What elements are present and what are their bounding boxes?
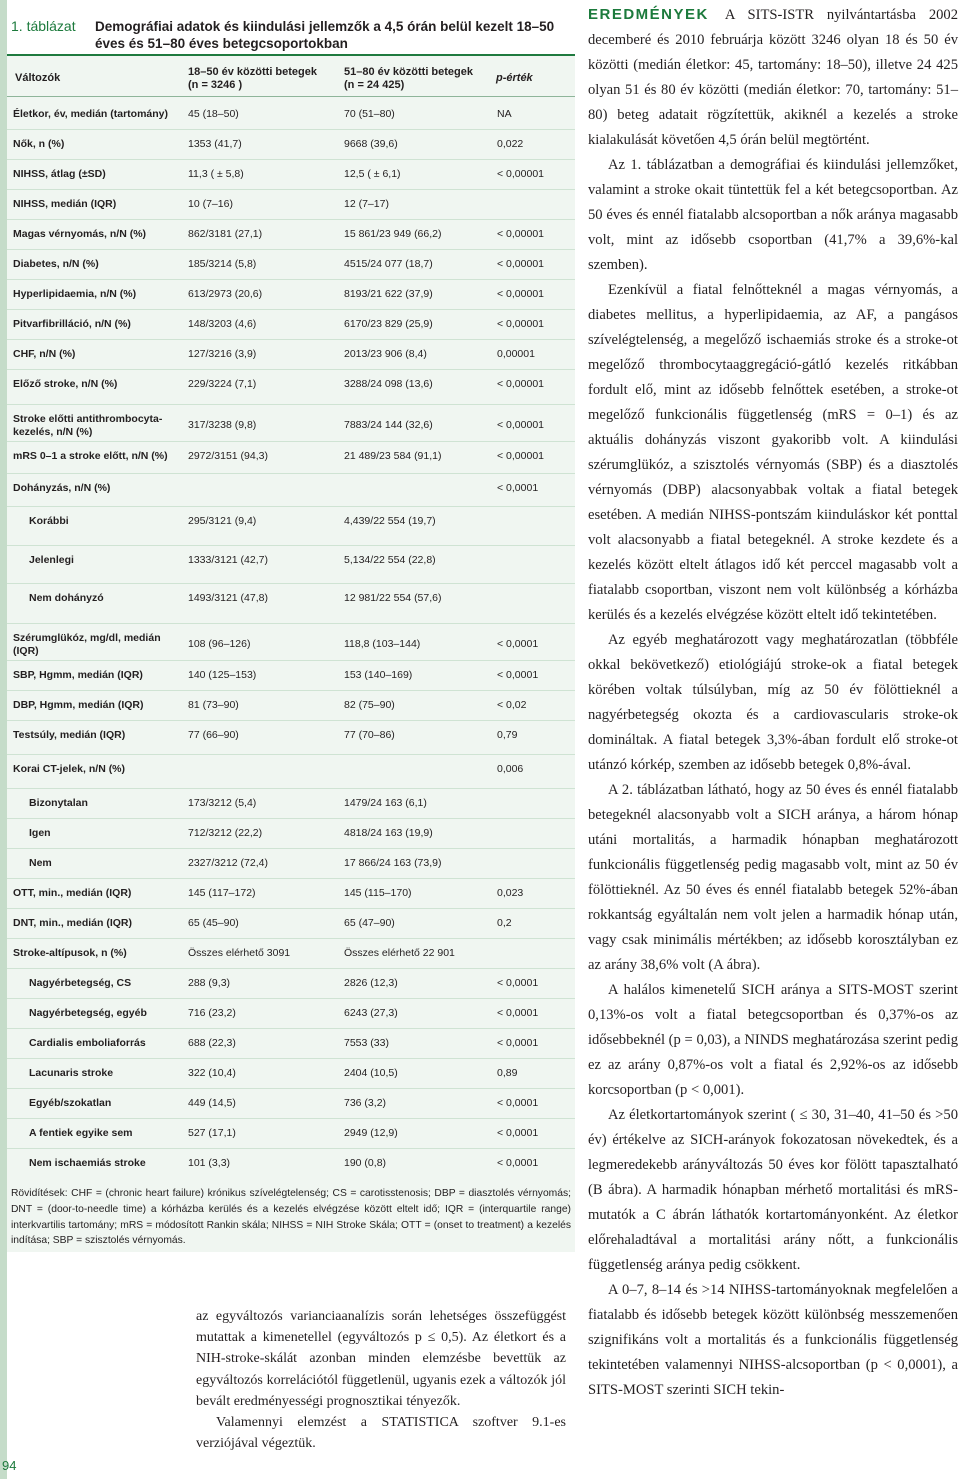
cell-young: 229/3224 (7,1): [188, 378, 257, 390]
section-heading: EREDMÉNYEK: [588, 6, 709, 23]
cell-variable: Szérumglükóz, mg/dl, medián (IQR): [13, 632, 161, 657]
methods-paragraph: az egyváltozós varianciaanalízis során lehetséges összefüggést mutattak a kimenetellel (egyváltozós p ≤ 0,5). Az életkort és a NIH-stroke-skálát azonban minden elemzésbe bevettük az egyváltozós korrelációtól függetlenül, ugyanis ezek a változók jól bevált eredményességi prognosztikai tényezők.: [196, 1309, 566, 1409]
cell-young: 1493/3121 (47,8): [188, 592, 268, 604]
column-header-old-line1: 51–80 év közötti betegek: [344, 66, 474, 78]
cell-variable: Pitvarfibrilláció, n/N (%): [13, 318, 131, 330]
cell-pvalue: 0,2: [497, 917, 512, 929]
cell-variable: DNT, min., medián (IQR): [13, 917, 133, 929]
cell-old: 5,134/22 554 (22,8): [344, 554, 436, 566]
cell-variable: Bizonytalan: [29, 797, 88, 809]
cell-variable: NIHSS, átlag (±SD): [13, 168, 106, 180]
cell-pvalue: < 0,0001: [497, 482, 539, 494]
cell-variable: NIHSS, medián (IQR): [13, 198, 117, 210]
cell-variable: Diabetes, n/N (%): [13, 258, 99, 270]
row-divider: [7, 339, 575, 340]
cell-pvalue: < 0,00001: [497, 378, 545, 390]
cell-young: 613/2973 (20,6): [188, 288, 263, 300]
header-divider: [7, 96, 575, 97]
cell-young: 712/3212 (22,2): [188, 827, 263, 839]
column-header-old: [344, 66, 473, 92]
cell-pvalue: < 0,00001: [497, 450, 545, 462]
cell-young: 127/3216 (3,9): [188, 348, 257, 360]
row-divider: [7, 968, 575, 969]
cell-pvalue: < 0,0001: [497, 638, 539, 650]
cell-pvalue: < 0,00001: [497, 288, 545, 300]
cell-pvalue: < 0,0001: [497, 1127, 539, 1139]
cell-old: 4,439/22 554 (19,7): [344, 515, 436, 527]
results-paragraph: [588, 2, 958, 153]
cell-old: 12 981/22 554 (57,6): [344, 592, 442, 604]
cell-variable: A fentiek egyike sem: [29, 1127, 133, 1139]
cell-old: 6243 (27,3): [344, 1007, 398, 1019]
row-divider: [7, 1148, 575, 1149]
cell-young: 140 (125–153): [188, 669, 257, 681]
cell-pvalue: < 0,0001: [497, 1007, 539, 1019]
cell-young: 2327/3212 (72,4): [188, 857, 268, 869]
row-divider: [7, 583, 575, 584]
row-divider: [7, 908, 575, 909]
cell-old: 1479/24 163 (6,1): [344, 797, 427, 809]
cell-old: 190 (0,8): [344, 1157, 387, 1169]
cell-old: 4515/24 077 (18,7): [344, 258, 433, 270]
cell-young: 449 (14,5): [188, 1097, 236, 1109]
cell-variable: Egyéb/szokatlan: [29, 1097, 112, 1109]
cell-variable: Igen: [29, 827, 51, 839]
row-divider: [7, 219, 575, 220]
cell-variable: Nagyérbetegség, CS: [29, 977, 132, 989]
row-divider: [7, 660, 575, 661]
row-divider: [7, 720, 575, 721]
cell-old: 8193/21 622 (37,9): [344, 288, 433, 300]
cell-young: 45 (18–50): [188, 108, 239, 120]
cell-variable: Korai CT-jelek, n/N (%): [13, 763, 126, 775]
cell-young: 101 (3,3): [188, 1157, 231, 1169]
row-divider: [7, 1058, 575, 1059]
row-divider: [7, 441, 575, 442]
cell-young: 185/3214 (5,8): [188, 258, 257, 270]
row-divider: [7, 279, 575, 280]
cell-variable: SBP, Hgmm, medián (IQR): [13, 669, 143, 681]
row-divider: [7, 369, 575, 370]
page-number: 94: [2, 1458, 17, 1473]
cell-pvalue: 0,022: [497, 138, 524, 150]
row-divider: [7, 159, 575, 160]
cell-young: 145 (117–172): [188, 887, 256, 899]
cell-variable: Cardialis emboliaforrás: [29, 1037, 146, 1049]
row-divider: [7, 938, 575, 939]
cell-pvalue: 0,006: [497, 763, 524, 775]
row-divider: [7, 506, 575, 507]
row-divider: [7, 754, 575, 755]
cell-old: 65 (47–90): [344, 917, 395, 929]
results-paragraph: Az életkortartományok szerint ( ≤ 30, 31–40, 41–50 és >50 év) értékelve az SICH-arányok fokozatosan növekedtek, és a legmeredekebb arányváltozás 50 éves kor fölött tapasztalható (B ábra). A harmadik hónapban mérhető mortalitási és mRS-mutatók a C ábrán láthatók kortartományonként. Az életkor előrehaladtával a mortalitási arány nőtt, a funkcionális függetlenség aránya pedig csökkent.: [588, 1107, 958, 1273]
cell-variable: Lacunaris stroke: [29, 1067, 114, 1079]
row-divider: [7, 788, 575, 789]
cell-young: 2972/3151 (94,3): [188, 450, 268, 462]
table-footnote: Rövidítések: CHF = (chronic heart failure) krónikus szívelégtelenség; CS = carotisstenosis; DBP = diasztolés vérnyomás; DNT = (door-to-needle time) a kórházba kerülés és a kezelés elvégzése között eltelt idő; IQR = (interquartile range) interkvartilis tartomány; mRS = módosított Rankin skála; NIHSS = NIH Stroke Skála; OTT = (onset to treatment) a kezelés indítása; SBP = szisztolés vérnyomás.: [11, 1188, 571, 1247]
cell-variable: Előző stroke, n/N (%): [13, 378, 118, 390]
cell-old: 145 (115–170): [344, 887, 412, 899]
cell-pvalue: 0,89: [497, 1067, 518, 1079]
cell-variable: Stroke előtti antithrombocyta-kezelés, n/N (%): [13, 413, 163, 438]
cell-variable: Magas vérnyomás, n/N (%): [13, 228, 147, 240]
cell-pvalue: 0,00001: [497, 348, 535, 360]
cell-young: 81 (73–90): [188, 699, 239, 711]
cell-young: 1353 (41,7): [188, 138, 242, 150]
row-divider: [7, 404, 575, 405]
cell-pvalue: < 0,00001: [497, 168, 545, 180]
row-divider: [7, 1088, 575, 1089]
column-header-variable: Változók: [15, 72, 61, 84]
row-divider: [7, 690, 575, 691]
cell-old: 7883/24 144 (32,6): [344, 419, 433, 431]
row-divider: [7, 1028, 575, 1029]
results-paragraph-text: A SITS-ISTR nyilvántartásba 2002 decemberé és 2010 februárja között 3246 olyan 18 és 50 év közötti (medián életkor: 45, tartomány: 18–50), illetve 24 425 olyan 51 és 80 év közötti (medián életkor: 70, tartomány: 51–80) beteg adatait rögzítettük, akiknél a kezelés a stroke kialakulását követően 4,5 órán belül megtörtént.: [588, 7, 959, 148]
cell-old: 6170/23 829 (25,9): [344, 318, 433, 330]
cell-old: 9668 (39,6): [344, 138, 398, 150]
cell-variable: CHF, n/N (%): [13, 348, 76, 360]
table-header-band: [7, 0, 575, 56]
column-header-young: [188, 66, 317, 92]
cell-pvalue: < 0,0001: [497, 1157, 539, 1169]
cell-young: 862/3181 (27,1): [188, 228, 263, 240]
cell-young: 295/3121 (9,4): [188, 515, 257, 527]
cell-variable: Nem dohányzó: [29, 592, 104, 604]
column-header-young-line2: (n = 3246 ): [188, 79, 243, 91]
cell-young: 10 (7–16): [188, 198, 233, 210]
row-divider: [7, 189, 575, 190]
cell-pvalue: NA: [497, 108, 512, 120]
column-header-old-line2: (n = 24 425): [344, 79, 405, 91]
cell-young: 288 (9,3): [188, 977, 231, 989]
cell-variable: DBP, Hgmm, medián (IQR): [13, 699, 144, 711]
row-divider: [7, 848, 575, 849]
cell-variable: Testsúly, medián (IQR): [13, 729, 126, 741]
cell-old: 82 (75–90): [344, 699, 395, 711]
cell-variable: Stroke-altípusok, n (%): [13, 947, 127, 959]
row-divider: [7, 1118, 575, 1119]
cell-variable: OTT, min., medián (IQR): [13, 887, 132, 899]
cell-variable: Dohányzás, n/N (%): [13, 482, 111, 494]
cell-pvalue: < 0,0001: [497, 669, 539, 681]
cell-old: 2404 (10,5): [344, 1067, 398, 1079]
cell-old: 2013/23 906 (8,4): [344, 348, 427, 360]
row-divider: [7, 818, 575, 819]
cell-pvalue: < 0,0001: [497, 977, 539, 989]
cell-young: 1333/3121 (42,7): [188, 554, 268, 566]
cell-pvalue: < 0,00001: [497, 318, 545, 330]
cell-old: 15 861/23 949 (66,2): [344, 228, 442, 240]
methods-column: [196, 1306, 566, 1454]
cell-variable: Nem: [29, 857, 52, 869]
cell-young: 148/3203 (4,6): [188, 318, 257, 330]
cell-young: 688 (22,3): [188, 1037, 236, 1049]
cell-old: 153 (140–169): [344, 669, 413, 681]
cell-young: 77 (66–90): [188, 729, 239, 741]
row-divider: [7, 545, 575, 546]
row-divider: [7, 878, 575, 879]
cell-pvalue: < 0,02: [497, 699, 527, 711]
cell-variable: Jelenlegi: [29, 554, 74, 566]
results-paragraph: A 2. táblázatban látható, hogy az 50 éves és ennél fiatalabb betegeknél alacsonyabb volt a SICH aránya, a három hónap utáni mortalitás, a harmadik hónapban meghatározott funkcionális függetlenség pedig magasabb volt, mint az 50 év fölöttieknél. Az 50 éves és ennél fiatalabb betegek 52%-ában rokkantság egyáltalán nem volt jelen a harmadik hónap után, vagy csak minimális mértékben; az idősebb korosztályban ez az arány 38,6% volt (A ábra).: [588, 782, 958, 973]
page-sidebar: [0, 0, 7, 1479]
results-paragraph: A 0–7, 8–14 és >14 NIHSS-tartományoknak megfelelően a fiatalabb és idősebb betegek között különbség messzemenően szignifikáns volt a mortalitás és a funkcionális függetlenség tekintetében valamennyi NIHSS-alcsoportban (p < 0,0001), a SITS-MOST szerinti SICH tekin-: [588, 1282, 958, 1398]
results-paragraph: A halálos kimenetelű SICH aránya a SITS-MOST szerint 0,13%-os volt a fiatal betegcsoportban és 0,37%-os az idősebbeknél (p = 0,03), a NINDS meghatározása szerint pedig ez az arány 0,87%-os volt a fiatal és 2,92%-os az idősebb korcsoportban (p < 0,001).: [588, 982, 958, 1098]
table-1: [7, 0, 575, 1252]
row-divider: [7, 309, 575, 310]
cell-old: 2826 (12,3): [344, 977, 398, 989]
results-paragraph: Az egyéb meghatározott vagy meghatározatlan (többféle okkal bekövetkező) etiológiájú stroke-ok a fiatal betegek körében voltak túlsúlyban, míg az 50 év fölöttieknél a nagyérbetegség okozta és a cardiovascularis stroke-ok domináltak. A fiatal betegek 3,3%-ában fordult elő stroke-ot utánzó kórkép, szemben az idősebb betegek 0,8%-ával.: [588, 632, 958, 773]
cell-young: 65 (45–90): [188, 917, 239, 929]
cell-variable: Hyperlipidaemia, n/N (%): [13, 288, 137, 300]
methods-paragraph: Valamennyi elemzést a STATISTICA szoftver 9.1-es verziójával végeztük.: [196, 1415, 566, 1452]
results-column: [588, 2, 958, 1403]
cell-young: 322 (10,4): [188, 1067, 236, 1079]
cell-young: 317/3238 (9,8): [188, 419, 257, 431]
cell-variable: Korábbi: [29, 515, 69, 527]
column-header-young-line1: 18–50 év közötti betegek: [188, 66, 318, 78]
cell-old: 77 (70–86): [344, 729, 395, 741]
cell-young: 108 (96–126): [188, 638, 251, 650]
cell-variable: Életkor, év, medián (tartomány): [13, 108, 169, 120]
cell-old: 17 866/24 163 (73,9): [344, 857, 442, 869]
column-header-pvalue: p-érték: [496, 72, 533, 84]
row-divider: [7, 129, 575, 130]
cell-old: 736 (3,2): [344, 1097, 387, 1109]
cell-pvalue: 0,79: [497, 729, 518, 741]
cell-young: 716 (23,2): [188, 1007, 236, 1019]
cell-pvalue: 0,023: [497, 887, 524, 899]
cell-old: 21 489/23 584 (91,1): [344, 450, 442, 462]
cell-variable: Nem ischaemiás stroke: [29, 1157, 146, 1169]
cell-pvalue: < 0,00001: [497, 419, 545, 431]
cell-pvalue: < 0,0001: [497, 1037, 539, 1049]
cell-old: 70 (51–80): [344, 108, 395, 120]
cell-old: 3288/24 098 (13,6): [344, 378, 433, 390]
results-paragraph: Ezenkívül a fiatal felnőtteknél a magas vérnyomás, a diabetes mellitus, a hyperlipidaemia, az AF, a pangásos szívelégtelenség, a megelőző ischaemiás stroke és a stroke-ot megelőző thrombocytaaggregáció-gátló kezelés ritkábban fordult elő, mint az idősebb felnőttek esetében, a stroke-ot megelőző funkcionális függetlenség (mRS = 0–1) és az aktuális dohányzás viszont gyakoribb volt. A kiindulási szérumglükóz, a szisztolés vérnyomás (SBP) és a diasztolés vérnyomás (DBP) alacsonyabbak voltak a fiatal betegek esetében. A medián NIHSS-pontszám kiinduláskor két ponttal volt alacsonyabb a fiatal betegeknél. A stroke kezdete és a kezelés között eltelt átlagos idő két perccel magasabb volt a fiatalabb csoportban, viszont nem volt különbség a kórházba kerülés és a kezelés elvégzése között eltelt idő tekintetében.: [588, 282, 958, 623]
row-divider: [7, 473, 575, 474]
table-title: Demográfiai adatok és kiindulási jellemzők a 4,5 órán belül kezelt 18–50 éves és 51–80 éves betegcsoportokban: [95, 19, 555, 51]
cell-old: 12 (7–17): [344, 198, 389, 210]
cell-variable: Nők, n (%): [13, 138, 65, 150]
cell-old: 12,5 ( ± 6,1): [344, 168, 401, 180]
cell-variable: mRS 0–1 a stroke előtt, n/N (%): [13, 450, 168, 462]
row-divider: [7, 998, 575, 999]
table-label: 1. táblázat: [11, 18, 76, 34]
cell-old: 4818/24 163 (19,9): [344, 827, 433, 839]
cell-old: 2949 (12,9): [344, 1127, 398, 1139]
cell-old: Összes elérhető 22 901: [344, 947, 455, 959]
cell-old: 7553 (33): [344, 1037, 389, 1049]
cell-variable: Nagyérbetegség, egyéb: [29, 1007, 147, 1019]
cell-pvalue: < 0,0001: [497, 1097, 539, 1109]
results-paragraph: Az 1. táblázatban a demográfiai és kiindulási jellemzőket, valamint a stroke okait tüntettük fel a két betegcsoportban. Az 50 éves és ennél fiatalabb alcsoportban a nők aránya magasabb volt, mint az idősebb csoportban (41,7% a 39,6%-kal szemben).: [588, 157, 958, 273]
cell-pvalue: < 0,00001: [497, 258, 545, 270]
cell-young: 527 (17,1): [188, 1127, 236, 1139]
row-divider: [7, 623, 575, 624]
cell-old: 118,8 (103–144): [344, 638, 421, 650]
cell-pvalue: < 0,00001: [497, 228, 545, 240]
cell-young: 11,3 ( ± 5,8): [188, 168, 244, 180]
row-divider: [7, 249, 575, 250]
cell-young: 173/3212 (5,4): [188, 797, 257, 809]
cell-young: Összes elérhető 3091: [188, 947, 291, 959]
